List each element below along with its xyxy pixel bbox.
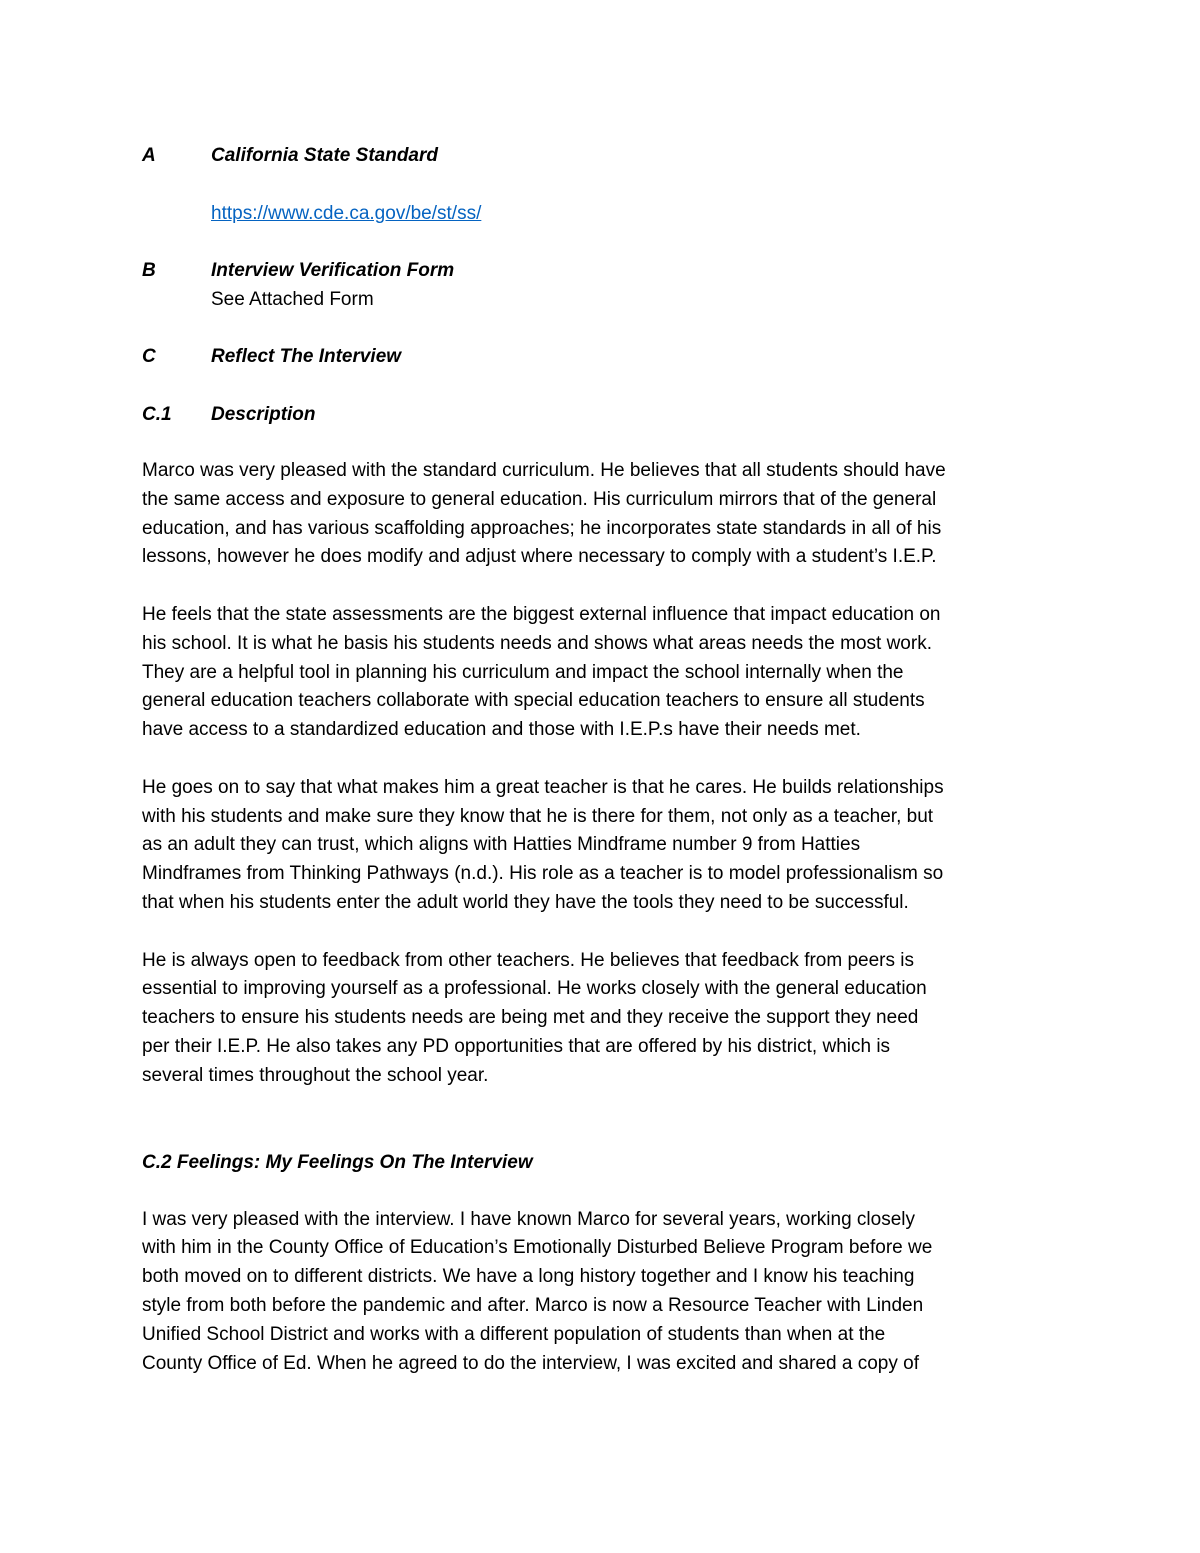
paragraph-curriculum [142, 457, 1062, 572]
paragraph-great-teacher [142, 774, 1062, 918]
paragraph-line: He feels that the state assessments are the biggest external influence that impact education on [142, 603, 941, 625]
document-body [142, 140, 1062, 1378]
section-b-heading [142, 256, 1062, 285]
section-a-heading [142, 141, 1062, 170]
paragraph-line: his school. It is what he basis his students needs and shows what areas needs the most work. [142, 632, 932, 654]
paragraph-line: He goes on to say that what makes him a great teacher is that he cares. He builds relationships [142, 776, 944, 798]
paragraph-line: Marco was very pleased with the standard curriculum. He believes that all students should have [142, 460, 946, 481]
paragraph-line: per their I.E.P. He also takes any PD opportunities that are offered by his district, which is [142, 1035, 891, 1057]
section-a-letter: A [142, 145, 156, 166]
paragraph-line: teachers to ensure his students needs are being met and they receive the support they need [142, 1007, 919, 1029]
paragraph-line: have access to a standardized education and those with I.E.P.s have their needs met. [142, 719, 861, 741]
paragraph-line: Unified School District and works with a different population of students than when at the [142, 1323, 886, 1345]
paragraph-line: several times throughout the school year. [142, 1064, 489, 1086]
paragraph-line: education, and has various scaffolding approaches; he incorporates state standards in all of his [142, 517, 942, 539]
section-b-note: See Attached Form [211, 289, 374, 310]
section-c-title: Reflect The Interview [211, 346, 402, 367]
section-c-heading [142, 342, 1062, 371]
section-c1-title: Description [211, 404, 316, 425]
section-c2-heading: C.2 Feelings: My Feelings On The Interview [142, 1151, 533, 1173]
paragraph-line: style from both before the pandemic and after. Marco is now a Resource Teacher with Linden [142, 1294, 924, 1316]
paragraph-line: general education teachers collaborate with special education teachers to ensure all students [142, 690, 925, 712]
paragraph-line: County Office of Ed. When he agreed to do the interview, I was excited and shared a copy of [142, 1352, 919, 1374]
section-b-title: Interview Verification Form [211, 260, 455, 281]
paragraph-line: as an adult they can trust, which aligns with Hatties Mindframe number 9 from Hatties [142, 834, 861, 856]
section-c1-heading [142, 400, 1062, 429]
paragraph-assessments [142, 601, 1062, 745]
paragraph-line: both moved on to different districts. We have a long history together and I know his teaching [142, 1266, 915, 1288]
paragraph-line: essential to improving yourself as a professional. He works closely with the general education [142, 978, 927, 1000]
paragraph-line: with him in the County Office of Education’s Emotionally Disturbed Believe Program before we [142, 1237, 933, 1259]
paragraph-line: I was very pleased with the interview. I have known Marco for several years, working closely [142, 1208, 915, 1230]
section-b-letter: B [142, 260, 156, 281]
paragraph-line: He is always open to feedback from other teachers. He believes that feedback from peers is [142, 949, 915, 971]
section-a-link-row [142, 199, 1062, 228]
paragraph-line: Mindframes from Thinking Pathways (n.d.). His role as a teacher is to model professionalism so [142, 863, 944, 885]
paragraph-feelings [142, 1206, 1062, 1379]
paragraph-line: that when his students enter the adult world they have the tools they need to be successful. [142, 891, 909, 913]
paragraph-line: They are a helpful tool in planning his curriculum and impact the school internally when the [142, 661, 904, 683]
paragraph-line: the same access and exposure to general education. His curriculum mirrors that of the general [142, 488, 937, 510]
paragraph-line: lessons, however he does modify and adjust where necessary to comply with a student’s I.E.P. [142, 546, 937, 568]
section-a-title: California State Standard [211, 145, 438, 166]
standards-link[interactable]: https://www.cde.ca.gov/be/st/ss/ [211, 203, 482, 224]
paragraph-line: with his students and make sure they know that he is there for them, not only as a teacher, but [142, 805, 934, 827]
section-c1-letter: C.1 [142, 404, 172, 425]
section-c-letter: C [142, 346, 156, 367]
paragraph-feedback [142, 947, 1062, 1091]
